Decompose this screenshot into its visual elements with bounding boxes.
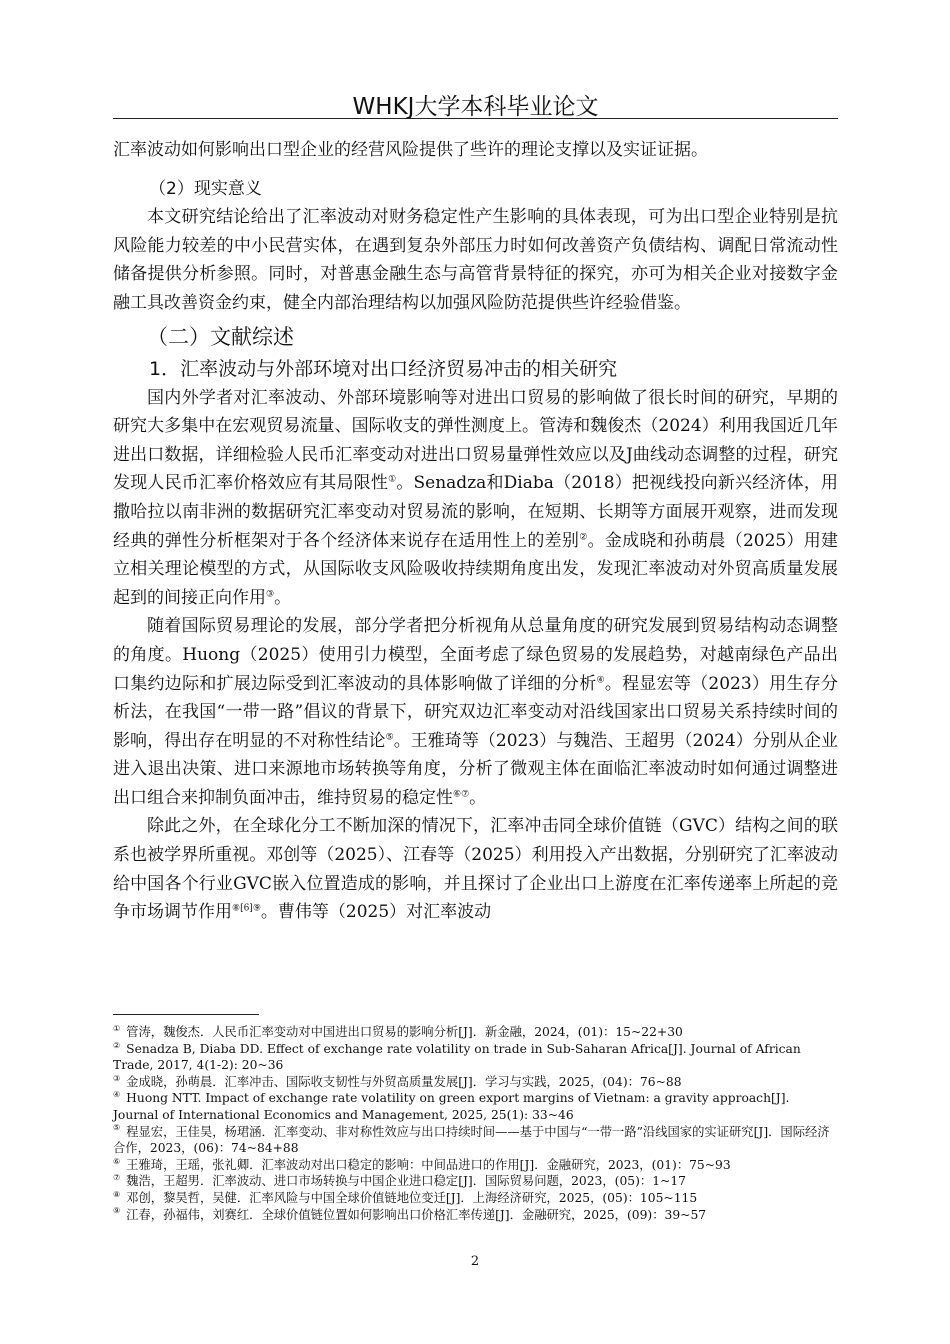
footnotes — [113, 1024, 838, 1223]
paragraph-practical-significance: 本文研究结论给出了汇率波动对财务稳定性产生影响的具体表现，可为出口型企业特别是抗风险能力较差的中小民营实体，在遇到复杂外部压力时如何改善资产负债结构、调配日常流动性储备提供分析参照。同时，对普惠金融生态与高管背景特征的探究，亦可为相关企业对接数字金融工具改善资金约束，健全内部治理结构以加强风险防范提供些许经验借鉴。 — [113, 207, 838, 313]
footnote-number: ② — [113, 1040, 121, 1050]
footnote-ref[interactable]: ④ — [596, 674, 605, 685]
footnote-text: Huong NTT. Impact of exchange rate volatility on green export margins of Vietnam: a gravity approach[J]. Journal of International Economics and Management, 2025, 25(1): 33~46 — [113, 1091, 790, 1122]
paragraph-continuation: 汇率波动如何影响出口型企业的经营风险提供了些许的理论支撑以及实证证据。 — [113, 140, 708, 160]
footnote-item — [113, 1190, 838, 1207]
footnote-ref[interactable]: ⑤ — [385, 732, 394, 743]
section-heading-literature-review: （二）文献综述 — [147, 324, 294, 349]
footnote-item — [113, 1024, 838, 1041]
footnote-text: 江春，孙福伟，刘赛红．全球价值链位置如何影响出口价格汇率传递[J]．金融研究，2025，(09)：39~57 — [126, 1207, 707, 1222]
text-run: 。 — [274, 587, 292, 608]
text-run: 。金成晓和孙萌晨（2025）用建立相关理论模型的方式，从国际收支风险吸收持续期角度出发，发现汇率波动对外贸高质量发展起到的间接正向作用 — [113, 530, 839, 608]
header-divider — [113, 118, 838, 119]
text-run: 。Senadza和Diaba（2018）把视线投向新兴经济体，用撒哈拉以南非洲的数据研究汇率变动对贸易流的影响，在短期、长期等方面展开观察，进而发现经典的弹性分析框架对于各个经济体来说存在适用性上的差别 — [113, 473, 839, 551]
footnote-item — [113, 1173, 838, 1190]
footnote-item — [113, 1041, 838, 1074]
subsection-heading-exchange-rate: 1．汇率波动与外部环境对出口经济贸易冲击的相关研究 — [149, 357, 618, 380]
text-run: 随着国际贸易理论的发展，部分学者把分析视角从总量角度的研究发展到贸易结构动态调整的角度。Huong（2025）使用引力模型，全面考虑了绿色贸易的发展趋势，对越南绿色产品出口集约边际和扩展边际受到汇率波动的具体影响做了详细的分析 — [113, 616, 838, 694]
footnote-number: ⑧ — [113, 1189, 121, 1199]
footnote-text: Senadza B, Diaba DD. Effect of exchange rate volatility on trade in Sub-Saharan Africa[J]. Journal of African Trade, 2017, 4(1-2): 20~36 — [113, 1041, 801, 1073]
footnote-ref[interactable]: ① — [388, 474, 397, 485]
text-run: 。程显宏等（2023）用生存分析法，在我国“一带一路”倡议的背景下，研究双边汇率变动对沿线国家出口贸易关系持续时间的影响，得出存在明显的不对称性结论 — [113, 673, 839, 751]
footnote-number: ① — [113, 1023, 121, 1033]
page-number: 2 — [470, 1254, 480, 1269]
footnote-text: 王雅琦，王瑶，张礼卿．汇率波动对出口稳定的影响：中间品进口的作用[J]．金融研究，2023，(01)：75~93 — [126, 1157, 731, 1172]
footnote-number: ⑦ — [113, 1173, 121, 1183]
footnote-number: ④ — [113, 1090, 121, 1100]
main-text — [113, 136, 838, 927]
text-run: 除此之外，在全球化分工不断加深的情况下，汇率冲击同全球价值链（GVC）结构之间的联系也被学界所重视。邓创等（2025）、江春等（2025）利用投入产出数据，分别研究了汇率波动给中国各个行业GVC嵌入位置造成的影响，并且探讨了企业出口上游度在汇率传递率上所起的竞争市场调节作用 — [113, 816, 838, 923]
footnote-text: 程显宏，王佳昊，杨珺涵．汇率变动、非对称性效应与出口持续时间——基于中国与“一带一路”沿线国家的实证研究[J]．国际经济合作，2023，(06)：74~84+88 — [113, 1124, 830, 1156]
footnote-ref[interactable]: ⑥⑦ — [453, 789, 470, 800]
footnote-item — [113, 1207, 838, 1224]
footnote-item — [113, 1074, 838, 1091]
paragraph-literature-1 — [113, 384, 838, 613]
text-run: 国内外学者对汇率波动、外部环境影响等对进出口贸易的影响做了很长时间的研究，早期的研究大多集中在宏观贸易流量、国际收支的弹性测度上。管涛和魏俊杰（2024）利用我国近几年进出口数据，详细检验人民币汇率变动对进出口贸易量弹性效应以及J曲线动态调整的过程，研究发现人民币汇率价格效应有其局限性 — [113, 387, 838, 494]
text-run: 。 — [469, 787, 487, 808]
footnote-text: 金成晓，孙萌晨．汇率冲击、国际收支韧性与外贸高质量发展[J]．学习与实践，2025，(04)：76~88 — [126, 1074, 682, 1089]
footnote-number: ⑤ — [113, 1123, 121, 1133]
footnote-number: ⑨ — [113, 1206, 121, 1216]
paragraph-literature-2 — [113, 612, 838, 812]
footnote-number: ⑥ — [113, 1156, 121, 1166]
footnote-text: 邓创，黎昊哲，吴健．汇率风险与中国全球价值链地位变迁[J]．上海经济研究，2025，(05)：105~115 — [126, 1190, 698, 1205]
paragraph-literature-3 — [113, 812, 838, 926]
footnote-text: 魏浩，王超男．汇率波动、进口市场转换与中国企业进口稳定[J]．国际贸易问题，2023，(05)：1~17 — [126, 1174, 686, 1189]
footnote-ref[interactable]: ⑧[6]⑨ — [232, 903, 261, 914]
footnote-item — [113, 1090, 838, 1123]
footnote-item — [113, 1157, 838, 1174]
footnote-separator — [113, 1014, 259, 1015]
footnote-ref[interactable]: ③ — [266, 589, 275, 600]
footnote-item — [113, 1124, 838, 1157]
text-run: 。曹伟等（2025）对汇率波动 — [260, 902, 492, 923]
subheading-practical-significance: （2）现实意义 — [149, 178, 262, 199]
footnote-number: ③ — [113, 1073, 121, 1083]
text-run: 。王雅琦等（2023）与魏浩、王超男（2024）分别从企业进入退出决策、进口来源地市场转换等角度，分析了微观主体在面临汇率波动时如何通过调整进出口组合来抑制负面冲击，维持贸易的稳定性 — [113, 730, 838, 808]
footnote-ref[interactable]: ② — [579, 531, 588, 542]
page-header-title: WHKJ大学本科毕业论文 — [352, 94, 599, 120]
footnote-text: 管涛，魏俊杰．人民币汇率变动对中国进出口贸易的影响分析[J]．新金融，2024，(01)：15~22+30 — [126, 1025, 683, 1039]
